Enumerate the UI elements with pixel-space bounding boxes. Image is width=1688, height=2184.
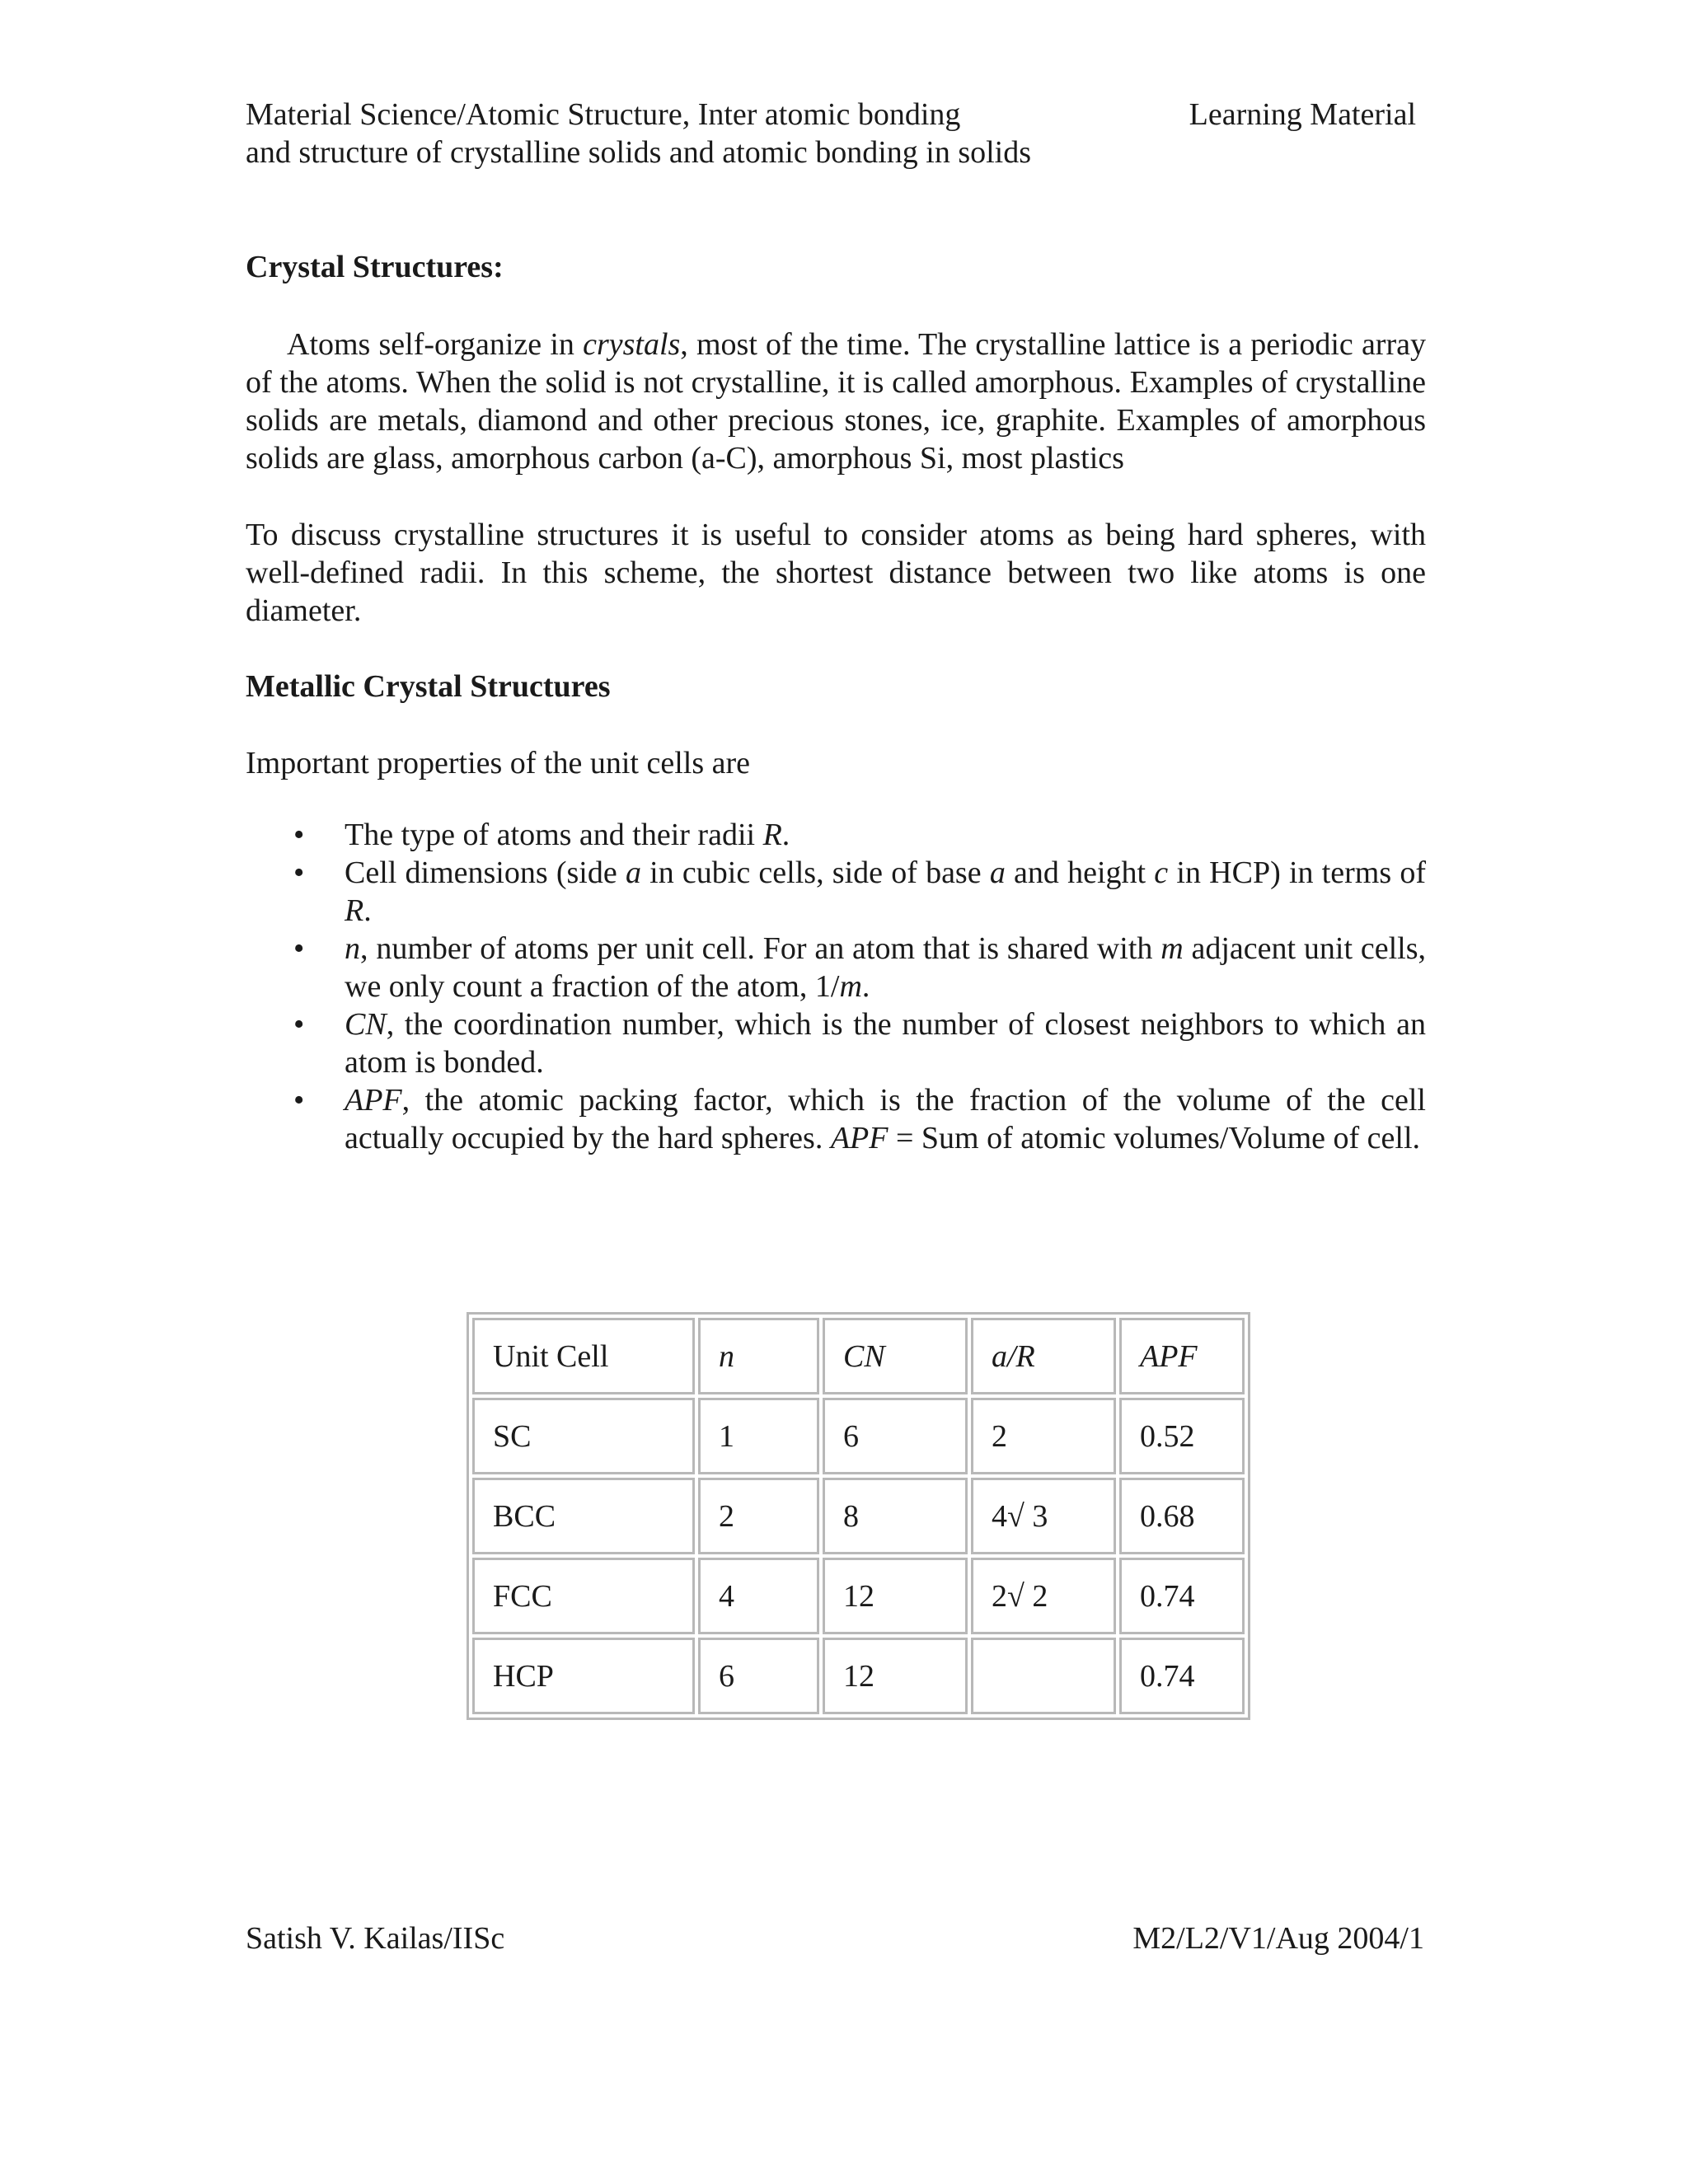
table-cell: 0.52 <box>1119 1398 1245 1474</box>
list-item: • The type of atoms and their radii R. <box>246 816 1426 854</box>
table-cell: FCC <box>472 1558 695 1634</box>
list-item: • APF, the atomic packing factor, which is the fraction of the volume of the cell actually occupied by the hard spheres. APF = Sum of atomic volumes/Volume of cell. <box>246 1081 1426 1157</box>
table-cell: 12 <box>823 1558 968 1634</box>
table-cell: 6 <box>823 1398 968 1474</box>
table-cell <box>971 1638 1116 1714</box>
table-cell: BCC <box>472 1478 695 1554</box>
table-cell: 4√ 3 <box>971 1478 1116 1554</box>
table-cell: 0.74 <box>1119 1638 1245 1714</box>
table-cell: 0.74 <box>1119 1558 1245 1634</box>
list-item: • CN, the coordination number, which is the number of closest neighbors to which an atom is bonded. <box>246 1005 1426 1081</box>
table-header-row <box>472 1318 1245 1394</box>
table-header-cell: APF <box>1119 1318 1245 1394</box>
table-header-cell: a/R <box>971 1318 1116 1394</box>
table-cell: HCP <box>472 1638 695 1714</box>
table-cell: SC <box>472 1398 695 1474</box>
list-item: • n, number of atoms per unit cell. For an atom that is shared with m adjacent unit cells, we only count a fraction of the atom, 1/m. <box>246 930 1426 1005</box>
table-cell: 6 <box>698 1638 819 1714</box>
table-header-cell: Unit Cell <box>472 1318 695 1394</box>
table-cell: 1 <box>698 1398 819 1474</box>
table-cell: 2 <box>698 1478 819 1554</box>
paragraph-hard-spheres: To discuss crystalline structures it is useful to consider atoms as being hard spheres, with well-defined radii. In this scheme, the shortest distance between two like atoms is one diameter. <box>246 518 1426 628</box>
table-row <box>472 1638 1245 1714</box>
paragraph-intro: Important properties of the unit cells are <box>246 746 751 780</box>
table-cell: 4 <box>698 1558 819 1634</box>
header-line-1: Material Science/Atomic Structure, Inter atomic bonding <box>246 97 961 132</box>
table-cell: 12 <box>823 1638 968 1714</box>
list-item: • Cell dimensions (side a in cubic cells, side of base a and height c in HCP) in terms of R. <box>246 854 1426 930</box>
table-row <box>472 1558 1245 1634</box>
table-cell: 2√ 2 <box>971 1558 1116 1634</box>
section-title-metallic: Metallic Crystal Structures <box>246 669 611 704</box>
footer-author: Satish V. Kailas/IISc <box>246 1921 505 1956</box>
table-cell: 0.68 <box>1119 1478 1245 1554</box>
table-row <box>472 1398 1245 1474</box>
table-cell: 8 <box>823 1478 968 1554</box>
section-title-crystal-structures: Crystal Structures: <box>246 250 504 284</box>
paragraph-crystals: Atoms self-organize in crystals, most of the time. The crystalline lattice is a periodic array of the atoms. When the solid is not crystalline, it is called amorphous. Examples of crystalline solids are metals, diamond and other precious stones, ice, graphite. Examples of amorphous solids are glass, amorphous carbon (a-C), amorphous Si, most plastics <box>246 327 1426 476</box>
footer-page-id: M2/L2/V1/Aug 2004/1 <box>1132 1921 1424 1956</box>
header-title <box>246 96 1152 171</box>
table-header-cell: CN <box>823 1318 968 1394</box>
table-header-cell: n <box>698 1318 819 1394</box>
table-cell: 2 <box>971 1398 1116 1474</box>
header-label: Learning Material <box>1189 97 1416 132</box>
properties-list <box>246 816 1426 1157</box>
unit-cell-table <box>467 1312 1250 1720</box>
header-line-2: and structure of crystalline solids and atomic bonding in solids <box>246 135 1032 170</box>
table-row <box>472 1478 1245 1554</box>
